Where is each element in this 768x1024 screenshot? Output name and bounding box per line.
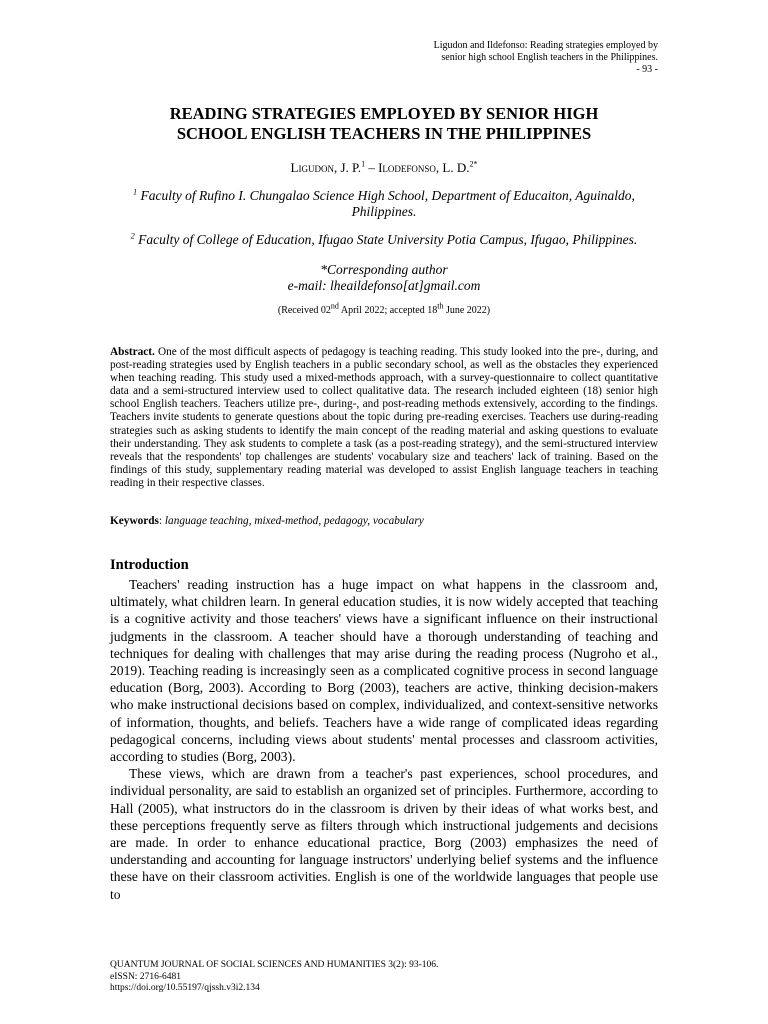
affiliation-2-text: Faculty of College of Education, Ifugao State University Potia Campus, Ifugao, Philippines. bbox=[138, 232, 638, 247]
affiliation-2-mark: 2 bbox=[130, 231, 135, 241]
author-1-affiliation-mark: 1 bbox=[361, 159, 366, 169]
affiliation-1 bbox=[110, 188, 658, 220]
page-footer bbox=[110, 960, 438, 995]
corresponding-author-label: *Corresponding author bbox=[320, 262, 448, 277]
paper-title bbox=[110, 104, 658, 144]
footer-eissn: eISSN: 2716-6481 bbox=[110, 971, 181, 982]
paper-title-line-2: SCHOOL ENGLISH TEACHERS IN THE PHILIPPINES bbox=[176, 124, 592, 143]
introduction-paragraph-1: Teachers' reading instruction has a huge impact on what happens in the classroom and, ultimately, what children learn. In general education studies, it is now widely accepted that teaching is a cognitive activity and those teachers' views have a significant influence on their instructional judgments in the classroom. A teacher should have a thorough understanding of teaching and techniques for dealing with challenges that may arise during the reading process (Nugroho et al., 2019). Teaching reading is increasingly seen as a complicated cognitive process in second language education (Borg, 2003). According to Borg (2003), teachers are active, thinking decision-makers who make instructional decisions based on complex, individualized, and context-sensitive networks of information, thoughts, and beliefs. Teachers have a wide range of complicated ideas regarding pedagogical concerns, including views about students' mental processes and classroom activities, according to studies (Borg, 2003). bbox=[110, 577, 658, 765]
affiliation-1-text: Faculty of Rufino I. Chungalao Science High School, Department of Educaiton, Aguinaldo, Philippines. bbox=[140, 188, 635, 219]
abstract-label: Abstract. bbox=[110, 346, 155, 358]
affiliation-1-mark: 1 bbox=[133, 187, 138, 197]
author-separator: – bbox=[365, 160, 379, 175]
author-list bbox=[110, 160, 658, 176]
affiliation-2 bbox=[110, 232, 658, 248]
author-2-affiliation-mark: 2* bbox=[469, 159, 478, 169]
received-text-middle: April 2022; accepted 18 bbox=[338, 305, 438, 316]
paper-title-line-1: READING STRATEGIES EMPLOYED BY SENIOR HIGH bbox=[169, 104, 599, 123]
keywords-label: Keywords bbox=[110, 515, 159, 527]
corresponding-author-email: e-mail: lheaildefonso[at]gmail.com bbox=[287, 278, 481, 293]
abstract-text: One of the most difficult aspects of pedagogy is teaching reading. This study looked into the pre-, during, and post-reading strategies used by English teachers in a public secondary school, as well as the obstacles they experienced when teaching reading. This study used a mixed-methods approach, with a survey-questionnaire to collect quantitative data and a semi-structured interview used to collect qualitative data. The research included eighteen (18) senior high school English teachers. Teachers utilize pre-, during-, and post-reading methods extensively, according to the findings. Teachers invite students to generate questions about the topic during pre-reading exercises. Teachers use during-reading strategies such as asking students to identify the main concept of the reading material and asking questions to evaluate their understanding. They ask students to complete a task (as a post-reading strategy), and the semi-structured interview reveals that the respondents' top challenges are students' vocabulary size and teachers' lack of training. Based on the findings of this study, supplementary reading material was developed to assist English language teachers in teaching reading in their respective classes. bbox=[110, 346, 658, 489]
received-text-end: June 2022) bbox=[443, 305, 491, 316]
introduction-paragraph-2: These views, which are drawn from a teacher's past experiences, school procedures, and individual personality, are said to establish an organized set of principles. Furthermore, according to Hall (2005), what instructors do in the classroom is driven by their ideas of what works best, and these perceptions frequently serve as filters through which instructional judgements and decisions are made. In order to enhance educational practice, Borg (2003) emphasizes the need of understanding and accounting for language instructors' underlying belief systems and the influence these have on their classroom activities. English is one of the worldwide languages that people use to bbox=[110, 766, 658, 902]
received-text-start: (Received 02 bbox=[277, 305, 331, 316]
footer-doi-link[interactable]: https://doi.org/10.55197/qjssh.v3i2.134 bbox=[110, 983, 260, 993]
corresponding-author bbox=[110, 262, 658, 294]
received-ordinal-2: th bbox=[437, 301, 444, 311]
running-head-line-1: Ligudon and Ildefonso: Reading strategies employed by bbox=[433, 40, 658, 51]
section-heading-introduction: Introduction bbox=[110, 557, 189, 573]
page-number: - 93 - bbox=[636, 64, 658, 75]
introduction-body bbox=[110, 576, 658, 903]
received-ordinal-1: nd bbox=[330, 301, 339, 311]
running-head bbox=[328, 40, 658, 76]
keywords-text: language teaching, mixed-method, pedagogy, vocabulary bbox=[164, 515, 424, 527]
running-head-line-2: senior high school English teachers in the Philippines. bbox=[441, 52, 658, 63]
keywords: Keywords: language teaching, mixed-method, pedagogy, vocabulary bbox=[110, 515, 424, 527]
footer-journal: QUANTUM JOURNAL OF SOCIAL SCIENCES AND HUMANITIES 3(2): 93-106. bbox=[110, 960, 439, 970]
author-2-name: Ilodefonso, L. D. bbox=[378, 160, 470, 175]
received-dates bbox=[110, 301, 658, 317]
author-1-name: Ligudon, J. P. bbox=[290, 160, 362, 175]
abstract bbox=[110, 346, 658, 490]
